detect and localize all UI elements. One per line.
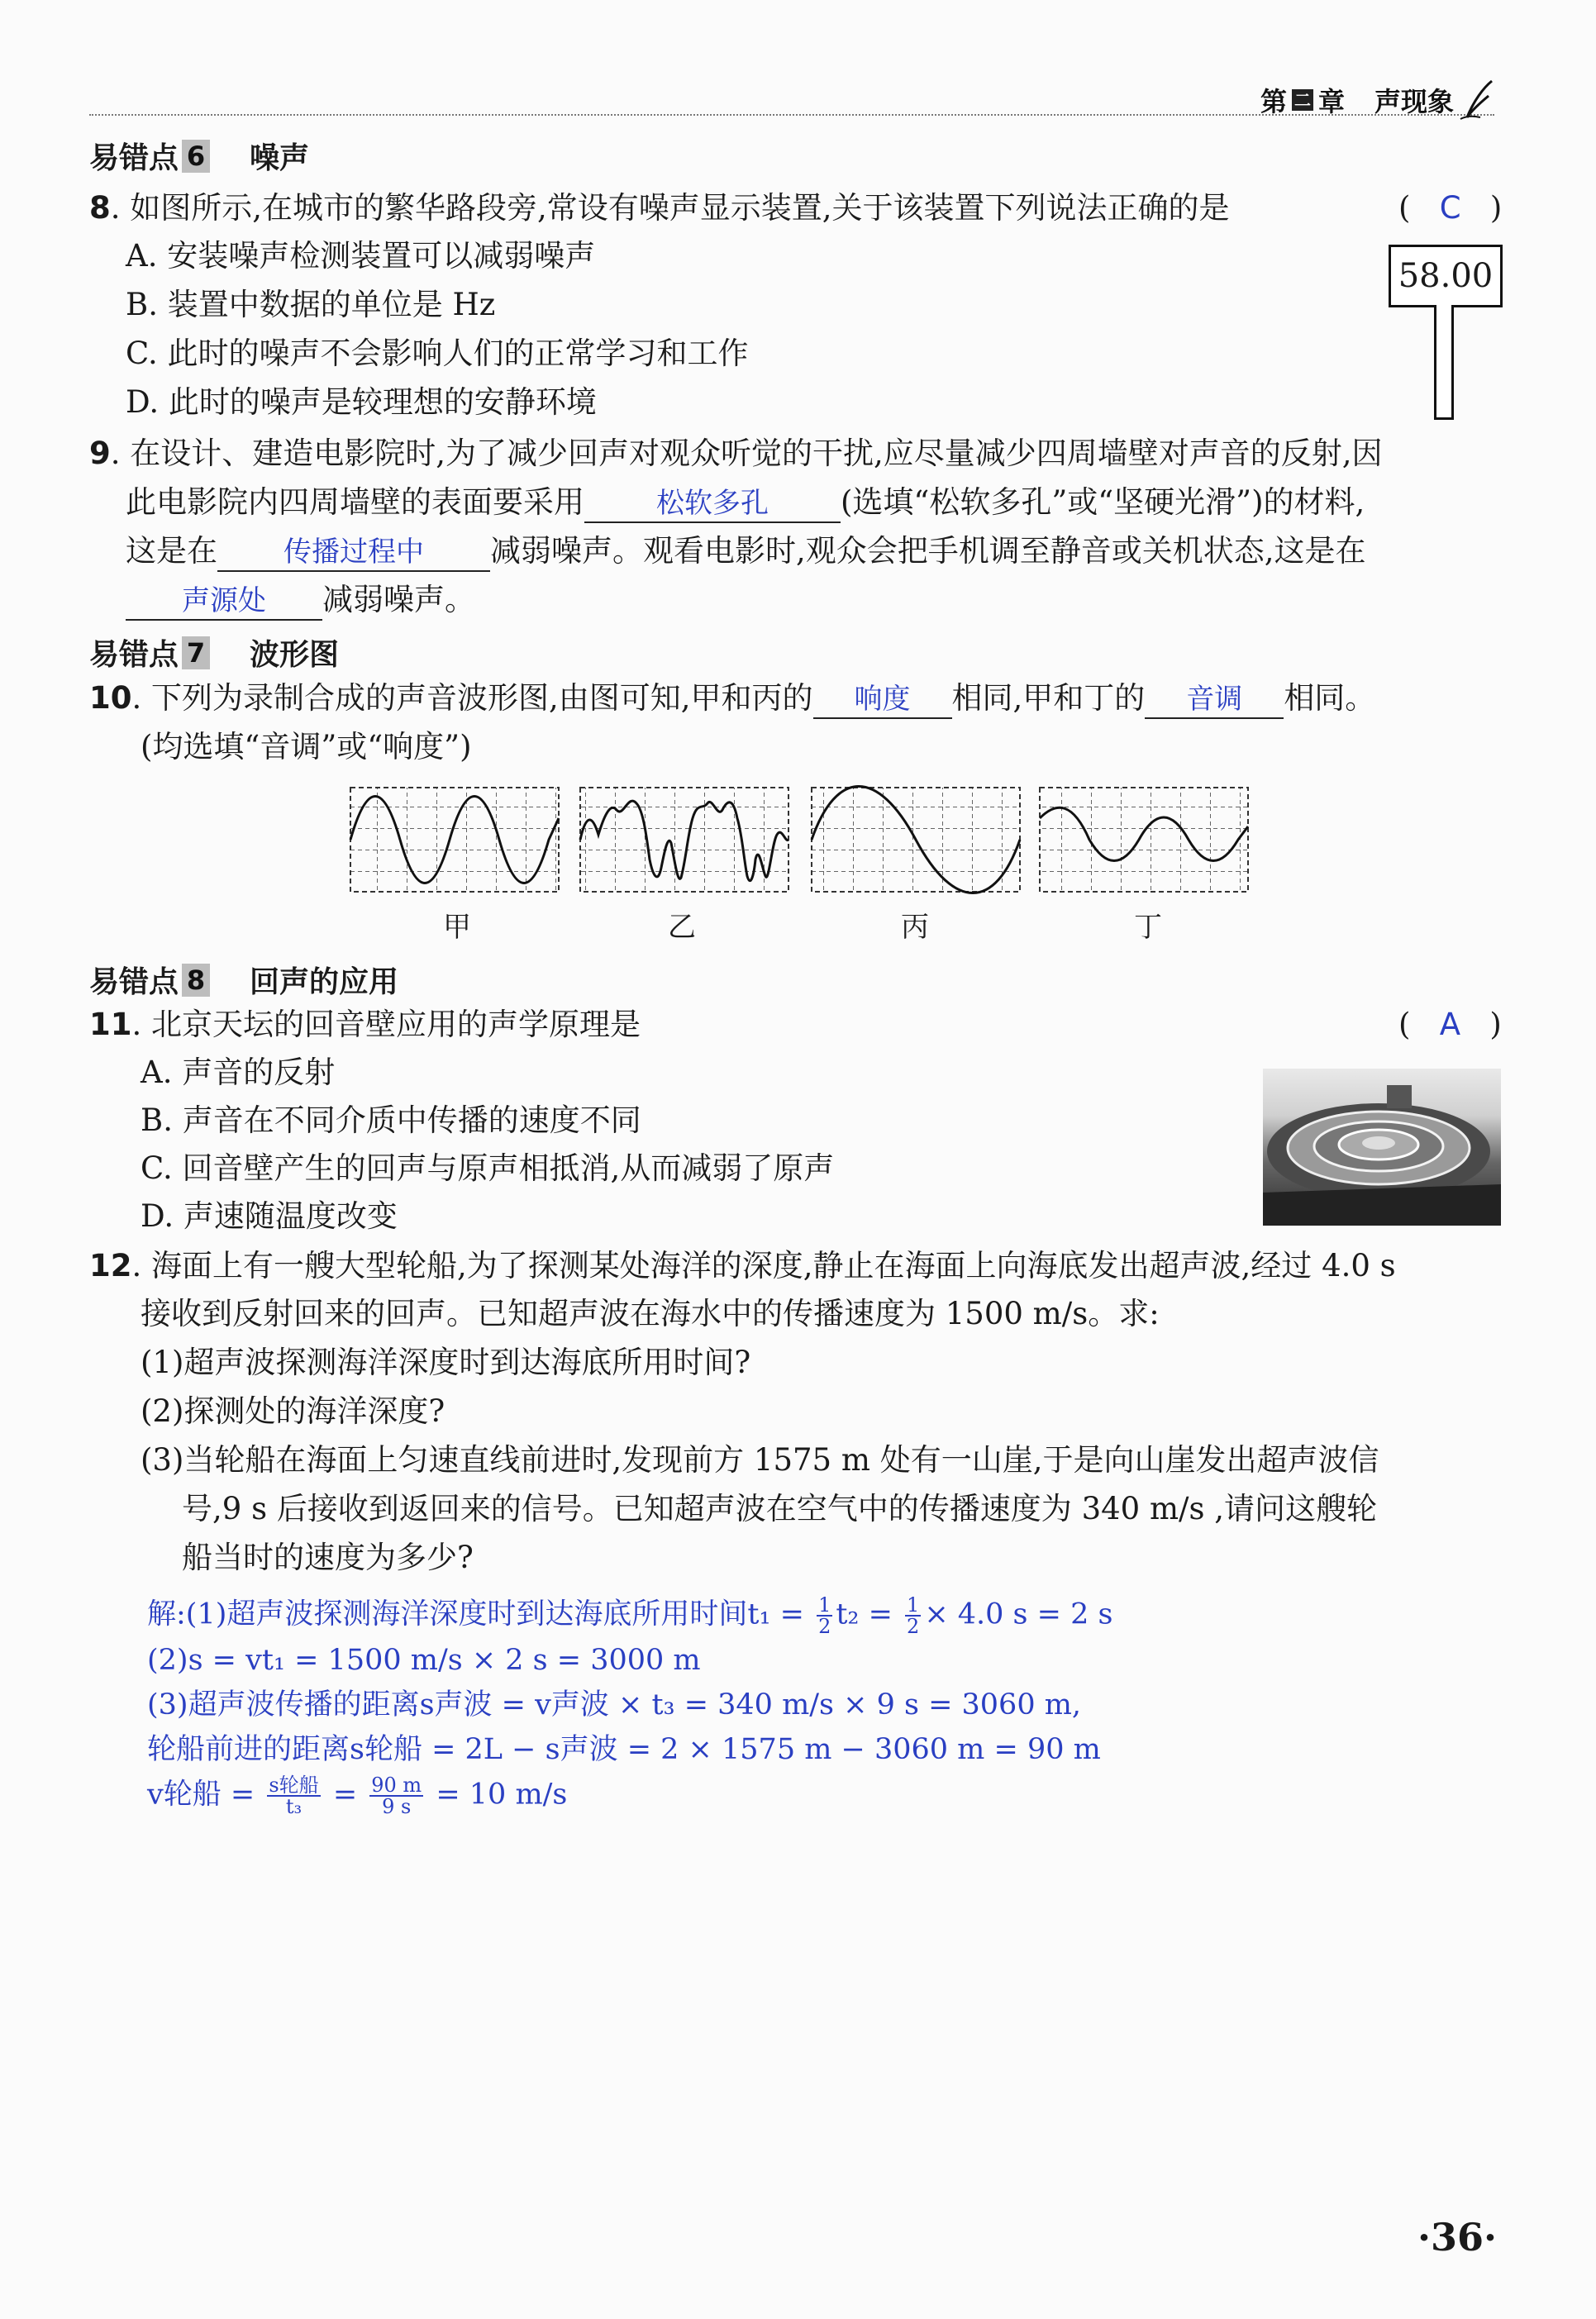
text: 减弱噪声。 [322,582,475,617]
question-10-line1 [89,680,1375,719]
wave-label-yi: 乙 [668,911,696,944]
text: = [323,1778,367,1812]
question-text: . 海面上有一艘大型轮船,为了探测某处海洋的深度,静止在海面上向海底发出超声波,经过 4.0 s [131,1248,1396,1283]
question-number: 12 [89,1248,132,1283]
wave-yi [580,788,788,892]
option-a: A. 安装噪声检测装置可以减弱噪声 [126,238,596,274]
answer-blank: 声源处 [126,583,322,621]
text: = 10 m/s [426,1778,568,1812]
solution-line2: (2)s = vt₁ = 1500 m/s × 2 s = 3000 m [147,1644,701,1677]
question-number: 10 [89,680,132,716]
question-text: . 在设计、建造电影院时,为了减少回声对观众听觉的干扰,应尽量减少四周墙壁对声音的反射,因 [110,436,1383,471]
answer-blank: 松软多孔 [584,485,841,523]
chapter-suffix: 章 [1317,86,1345,117]
fraction [905,1595,921,1636]
section-8-heading [89,959,398,1001]
option-d: D. 声速随温度改变 [141,1198,398,1234]
answer-blank: 音调 [1145,681,1284,719]
question-number: 11 [89,1007,132,1042]
section-number: 8 [182,964,210,997]
solution-line5 [147,1775,567,1817]
section-number: 7 [182,636,210,669]
question-12-sub3-line3: 船当时的速度为多少? [182,1540,474,1575]
option-c: C. 回音壁产生的回声与原声相抵消,从而减弱了原声 [141,1150,835,1186]
section-6-heading [89,135,309,177]
wave-ding [1040,788,1248,892]
question-8-stem [89,190,1230,226]
question-11-stem [89,1007,641,1043]
question-text: . 如图所示,在城市的繁华路段旁,常设有噪声显示装置,关于该装置下列说法正确的是 [110,190,1230,226]
waveform-figure [347,785,1256,894]
sign-pole [1434,305,1454,420]
numerator: 1 [818,1593,831,1617]
text: t₂ = [836,1598,903,1631]
numerator: 90 m [371,1774,422,1797]
chapter-prefix: 第 [1260,86,1287,117]
text: t₁ = [747,1598,814,1631]
question-9-line4 [126,582,475,621]
section-number: 6 [182,140,210,173]
text: . 下列为录制合成的声音波形图,由图可知,甲和丙的 [131,680,813,716]
question-number: 9 [89,436,111,471]
section-label: 易错点 [89,141,179,175]
noise-display-sign: 58.00 [1389,245,1503,307]
section-7-heading [89,631,339,674]
question-9-line3 [126,533,1366,572]
option-b: B. 声音在不同介质中传播的速度不同 [141,1102,641,1138]
text: 相同,甲和丁的 [951,680,1146,716]
option-a: A. 声音的反射 [141,1055,336,1090]
text: 解:(1)超声波探测海洋深度时到达海底所用时间 [147,1598,748,1631]
text: 这是在 [126,533,217,569]
denominator: t₃ [285,1795,303,1818]
solution-line1 [147,1595,1112,1636]
question-text: . 北京天坛的回音壁应用的声学原理是 [131,1007,641,1042]
text: 减弱噪声。观看电影时,观众会把手机调至静音或关机状态,这是在 [490,533,1366,569]
denominator: 2 [907,1615,920,1638]
chapter-title: 声现象 [1374,86,1454,117]
wave-label-bing: 丙 [901,911,929,944]
answer-value: A [1439,1007,1461,1042]
question-12-line1 [89,1248,1396,1284]
chapter-header [1260,79,1497,121]
question-number: 8 [89,190,111,226]
section-title: 回声的应用 [250,965,399,999]
section-title: 噪声 [250,141,310,175]
wave-bing [812,787,1020,893]
wave-jia [350,788,559,892]
question-12-line2: 接收到反射回来的回声。已知超声波在海水中的传播速度为 1500 m/s。求: [141,1296,1160,1331]
solution-line3: (3)超声波传播的距离s声波 = v声波 × t₃ = 340 m/s × 9 s = 3060 m, [147,1688,1082,1721]
question-12-sub1: (1)超声波探测海洋深度时到达海底所用时间? [141,1345,751,1380]
numerator: 1 [907,1593,920,1617]
numerator: s轮船 [269,1774,319,1797]
option-c: C. 此时的噪声不会影响人们的正常学习和工作 [126,336,749,371]
text: (选填“松软多孔”或“坚硬光滑”)的材料, [841,484,1365,520]
text: 相同。 [1284,680,1376,716]
wave-label-ding: 丁 [1134,911,1162,944]
section-label: 易错点 [89,638,179,672]
answer-blank: 传播过程中 [217,534,490,572]
answer-blank: 响度 [813,681,952,719]
option-b: B. 装置中数据的单位是 Hz [126,287,496,322]
question-9-line1 [89,436,1383,472]
text: 此电影院内四周墙壁的表面要采用 [126,484,584,520]
fraction [267,1775,320,1817]
question-12-sub3-line1: (3)当轮船在海面上匀速直线前进时,发现前方 1575 m 处有一山崖,于是向山崖发出超声波信 [141,1442,1379,1478]
question-10-line2: (均选填“音调”或“响度”) [141,729,472,764]
question-9-line2 [126,484,1365,523]
section-label: 易错点 [89,965,179,999]
wave-label-jia: 甲 [443,911,471,944]
echo-wall-photo [1263,1069,1501,1226]
text: v轮船 = [147,1778,264,1812]
option-d: D. 此时的噪声是较理想的安静环境 [126,384,597,420]
quill-icon [1459,79,1497,121]
solution-line4: 轮船前进的距离s轮船 = 2L − s声波 = 2 × 1575 m − 3060 m = 90 m [147,1733,1101,1766]
text: × 4.0 s = 2 s [924,1598,1113,1631]
page-number: ·36· [1417,2215,1497,2259]
question-12-sub2: (2)探测处的海洋深度? [141,1393,445,1429]
denominator: 9 s [382,1795,412,1818]
answer-value: C [1439,190,1461,226]
answer-paren: ( C ) [1398,190,1503,226]
section-title: 波形图 [250,638,340,672]
denominator: 2 [818,1615,831,1638]
answer-paren: ( A ) [1398,1007,1502,1042]
fraction [817,1595,832,1636]
question-12-sub3-line2: 号,9 s 后接收到返回来的信号。已知超声波在空气中的传播速度为 340 m/s ,请问这艘轮 [182,1491,1378,1526]
fraction [369,1775,423,1817]
echo-wall-illustration [1263,1069,1501,1226]
chapter-number: 二 [1292,89,1313,111]
